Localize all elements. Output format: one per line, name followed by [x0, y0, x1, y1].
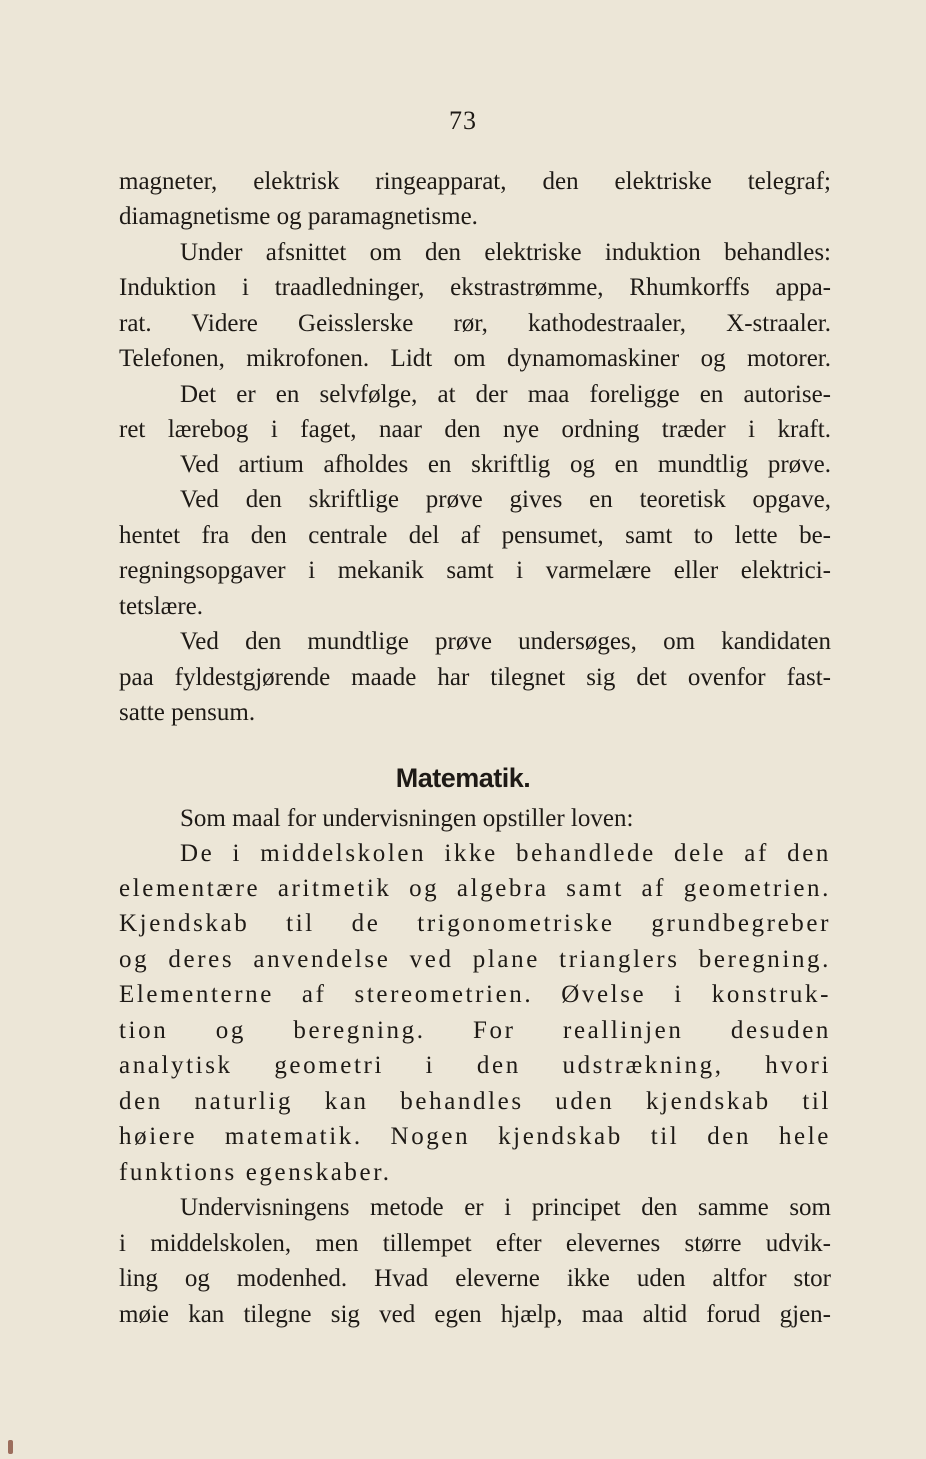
text-line: analytisk geometri i den udstrækning, hvori — [119, 1052, 831, 1079]
text-line: den naturlig kan behandles uden kjendskab til — [119, 1088, 831, 1115]
section-heading: Matematik. — [395, 763, 531, 793]
text-line: ling og modenhed. Hvad eleverne ikke uden altfor stor — [119, 1265, 831, 1292]
text-line: Undervisningens metode er i principet den samme som — [180, 1194, 831, 1221]
text-line: diamagnetisme og paramagnetisme. — [119, 203, 478, 230]
text-line: funktions egenskaber. — [119, 1159, 392, 1186]
text-line: tion og beregning. For reallinjen desuden — [119, 1017, 831, 1044]
text-line: Det er en selvfølge, at der maa foreligge en autorise- — [180, 381, 831, 408]
text-line: og deres anvendelse ved plane trianglers beregning. — [119, 946, 831, 973]
paper-speck — [8, 1440, 13, 1454]
text-line: Elementerne af stereometrien. Øvelse i konstruk- — [119, 981, 831, 1008]
text-line: Under afsnittet om den elektriske induktion behandles: — [180, 239, 831, 266]
text-line: Ved artium afholdes en skriftlig og en mundtlig prøve. — [180, 451, 831, 478]
page-number: 73 — [449, 106, 477, 135]
text-line: Telefonen, mikrofonen. Lidt om dynamomaskiner og motorer. — [119, 345, 831, 372]
text-line: Som maal for undervisningen opstiller loven: — [180, 805, 634, 832]
text-line: rat. Videre Geisslerske rør, kathodestraaler, X-straaler. — [119, 310, 831, 337]
text-line: paa fyldestgjørende maade har tilegnet sig det ovenfor fast- — [119, 664, 831, 691]
text-line: Ved den mundtlige prøve undersøges, om kandidaten — [180, 628, 831, 655]
text-line: Induktion i traadledninger, ekstrastrømme, Rhumkorffs appa- — [119, 274, 831, 301]
text-line: satte pensum. — [119, 699, 256, 726]
text-line: møie kan tilegne sig ved egen hjælp, maa altid forud gjen- — [119, 1301, 831, 1328]
text-line: tetslære. — [119, 593, 204, 620]
text-line: Kjendskab til de trigonometriske grundbegreber — [119, 910, 831, 937]
text-line: ret lærebog i faget, naar den nye ordning træder i kraft. — [119, 416, 831, 443]
text-line: i middelskolen, men tillempet efter elevernes større udvik- — [119, 1230, 831, 1257]
text-line: høiere matematik. Nogen kjendskab til den hele — [119, 1123, 831, 1150]
text-line: Ved den skriftlige prøve gives en teoretisk opgave, — [180, 486, 831, 513]
text-line: hentet fra den centrale del af pensumet, samt to lette be- — [119, 522, 831, 549]
text-line: magneter, elektrisk ringeapparat, den elektriske telegraf; — [119, 168, 831, 195]
text-line: elementære aritmetik og algebra samt af geometrien. — [119, 875, 831, 902]
text-line: De i middelskolen ikke behandlede dele af den — [180, 840, 831, 867]
text-line: regningsopgaver i mekanik samt i varmelære eller elektrici- — [119, 557, 831, 584]
